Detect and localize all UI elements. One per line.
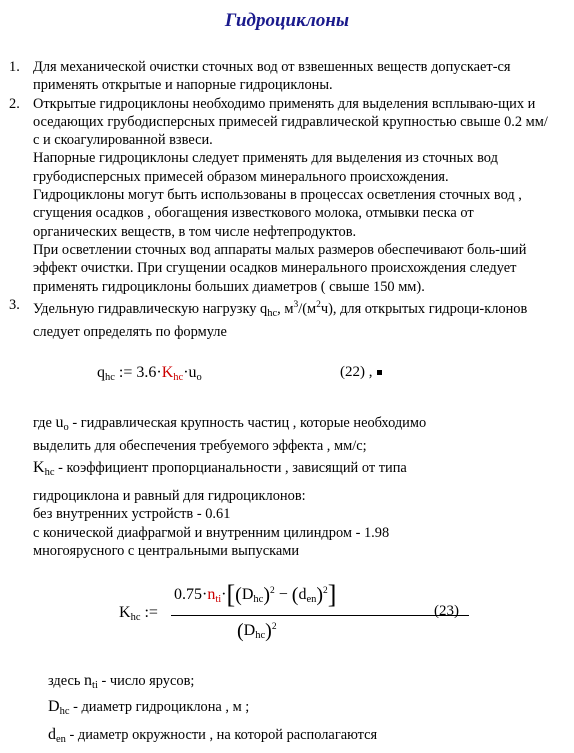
subscript: hc <box>267 307 278 319</box>
list-item-2 <box>0 95 574 296</box>
formula-symbol: n <box>207 586 216 603</box>
item-number: 2. <box>9 95 20 112</box>
left-paren: ( <box>237 620 244 642</box>
definition-line: многоярусного с центральными выпусками <box>33 543 300 559</box>
left-paren: ( <box>291 584 299 606</box>
page-title: Гидроциклоны <box>224 10 350 31</box>
text-run: /(м <box>298 300 317 317</box>
coefficient: 0.75· <box>174 586 208 603</box>
text-run: , м <box>277 300 294 317</box>
operator: · <box>221 586 227 603</box>
subscript: hc <box>44 467 55 478</box>
text-run: здесь <box>48 673 85 689</box>
item-number: 1. <box>9 59 20 75</box>
right-paren: ) <box>263 584 270 606</box>
subscript: hc <box>105 372 115 383</box>
assign-operator: := <box>114 364 137 381</box>
formula-symbol: d <box>298 586 307 603</box>
text-run: - диаметр гидроциклона , м ; <box>69 699 250 715</box>
item-paragraph: Напорные гидроциклоны следует применять для выделения из сточных вод грубодисперсных примесей образом минерального происхождения. <box>33 150 498 185</box>
subscript: en <box>56 734 66 745</box>
list-item-1 <box>0 58 574 95</box>
formula-symbol: D <box>48 698 60 715</box>
text-run: - коэффициент пропорцианальности , зависящий от типа <box>54 460 407 476</box>
subscript: ti <box>215 594 222 605</box>
subscript: hc <box>255 630 266 641</box>
item-paragraph: Открытые гидроциклоны необходимо применять для выделения всплываю-щих и оседающих грубодисперсных примесей гидравлической крупностью свыше 0.2 мм/с и скоагулированной взвеси. <box>33 95 548 149</box>
formula-symbol: K <box>161 364 174 381</box>
equation-number: (22) , <box>340 364 373 380</box>
subscript: hc <box>173 372 184 383</box>
text-run: ч), для открытых гидроци-клонов следует определять по формуле <box>33 300 528 341</box>
superscript: 2 <box>271 622 277 632</box>
superscript: 2 <box>316 299 321 310</box>
text-run: - гидравлическая крупность частиц , которые необходимо <box>68 415 427 431</box>
text-run: - диаметр окружности , на которой располагаются <box>65 727 378 743</box>
subscript: o <box>196 372 202 383</box>
assign-operator: := <box>140 604 158 621</box>
subscript: en <box>306 594 317 605</box>
formula-lhs <box>119 604 158 623</box>
text-run: Удельную гидравлическую нагрузку q <box>33 300 268 317</box>
right-paren: ) <box>316 584 324 606</box>
definition-uo <box>33 414 426 433</box>
definition-dhc <box>48 698 249 717</box>
subscript: hc <box>59 706 70 717</box>
formula-symbol: K <box>119 604 131 621</box>
text-run: где <box>33 415 56 431</box>
subscript: o <box>63 422 69 433</box>
formula-22-number <box>340 364 382 381</box>
item-paragraph: При осветлении сточных вод аппараты малых размеров обеспечивают боль-ший эффект очистки. При сгущении осадков минерального происхождения следует применять гидроциклоны больших диаметров ( свыше 150 мм). <box>33 241 527 295</box>
formula-symbol: q <box>97 364 105 381</box>
formula-symbol: u <box>55 414 64 431</box>
subscript: hc <box>130 612 141 623</box>
subscript: hc <box>253 594 264 605</box>
definition-den <box>48 726 377 745</box>
fraction-bar <box>171 615 469 616</box>
item-paragraph: Для механической очистки сточных вод от взвешенных веществ допускает-ся применять открытые и напорные гидроциклоны. <box>33 59 511 94</box>
subscript: ti <box>92 680 98 691</box>
formula-symbol: K <box>33 459 45 476</box>
definition-line: выделить для обеспечения требуемого эффекта , мм/с; <box>33 438 367 454</box>
definition-line: без внутренних устройств - 0.61 <box>33 506 231 522</box>
formula-symbol: n <box>84 672 93 689</box>
superscript: 3 <box>293 299 299 310</box>
formula-symbol: d <box>48 726 56 743</box>
formula-23 <box>119 580 439 650</box>
definition-khc <box>33 459 407 478</box>
formula-symbol: ·u <box>183 364 197 381</box>
formula-23-number: (23) <box>434 603 459 619</box>
formula-symbol: D <box>241 586 254 603</box>
list-item-3 <box>0 296 574 342</box>
item-paragraph: Гидроциклоны могут быть использованы в процессах осветления сточных вод , сгущения осадков , обогащения известкового молока, отмывки песка от органических веществ, в том числе нефтепродуктов. <box>33 187 522 240</box>
coefficient: 3.6· <box>136 364 162 381</box>
right-paren: ) <box>265 620 272 642</box>
numerator <box>174 580 336 610</box>
bullet-mark <box>377 370 382 375</box>
definition-line: гидроциклона и равный для гидроциклонов: <box>33 488 306 504</box>
superscript: 2 <box>323 586 328 596</box>
definition-line: с конической диафрагмой и внутренним цилиндром - 1.98 <box>33 525 390 541</box>
operator: − <box>274 586 292 603</box>
item-number: 3. <box>9 296 20 313</box>
left-paren: ( <box>235 584 242 606</box>
left-bracket: [ <box>226 580 236 609</box>
superscript: 2 <box>270 586 275 596</box>
formula-22 <box>97 364 202 383</box>
item-paragraph <box>33 296 554 342</box>
right-bracket: ] <box>327 580 337 609</box>
formula-symbol: D <box>243 622 256 639</box>
denominator <box>237 620 277 643</box>
text-run: - число ярусов; <box>97 673 195 689</box>
definition-nti <box>48 672 194 691</box>
numbered-list <box>0 58 574 341</box>
